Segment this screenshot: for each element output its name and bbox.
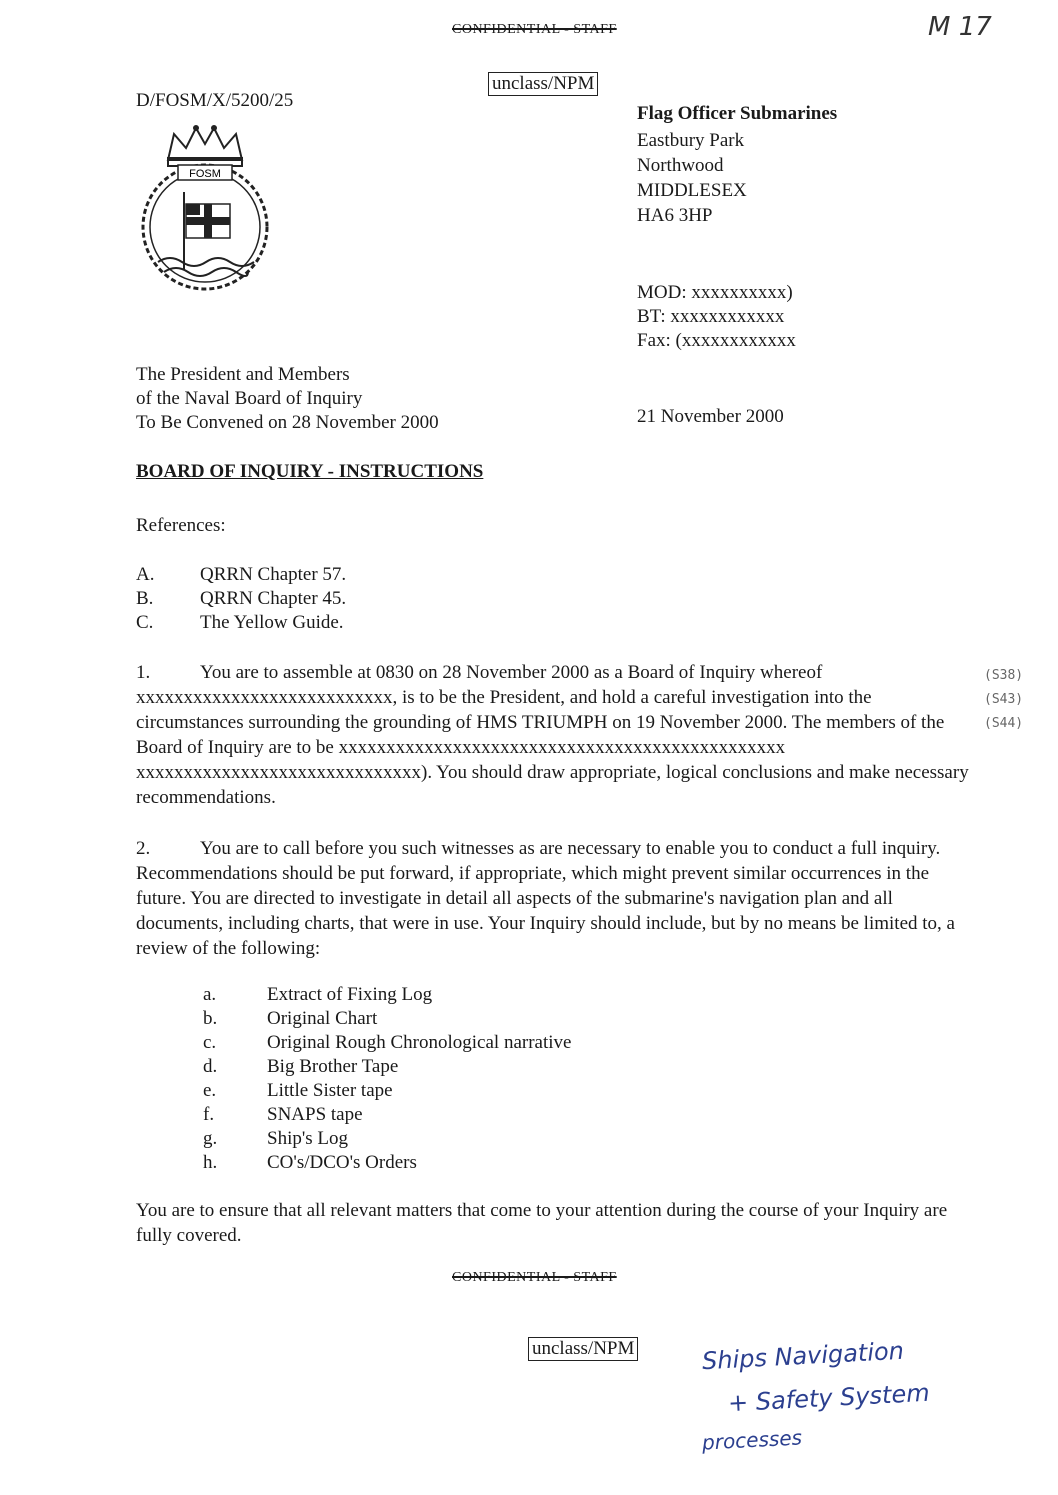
- handwritten-note-line: processes: [701, 1425, 803, 1455]
- recipient-line: of the Naval Board of Inquiry: [136, 388, 363, 409]
- subject-heading: BOARD OF INQUIRY - INSTRUCTIONS: [136, 461, 484, 482]
- recipient-line: To Be Convened on 28 November 2000: [136, 412, 439, 433]
- sender-address-line: Northwood: [637, 155, 724, 176]
- sender-address-line: HA6 3HP: [637, 205, 713, 226]
- references-heading: References:: [136, 515, 226, 536]
- sender-mod-number: MOD: xxxxxxxxxx): [637, 282, 793, 303]
- sender-fax-number: Fax: (xxxxxxxxxxxx: [637, 330, 796, 351]
- sender-title: Flag Officer Submarines: [637, 103, 838, 124]
- sender-address-line: Eastbury Park: [637, 130, 745, 151]
- handwritten-note-line: Ships Navigation: [701, 1336, 905, 1376]
- paragraph-number: 1.: [136, 662, 151, 683]
- fosm-crest-logo: [130, 122, 280, 292]
- closing-paragraph: You are to ensure that all relevant matters that come to your attention during the course of your Inquiry are fully covered.: [136, 1200, 948, 1246]
- paragraph-1: 1. You are to assemble at 0830 on 28 November 2000 as a Board of Inquiry whereof xxxxxxxxxxxxxxxxxxxxxxxxxxx, is to be the President, and hold a careful investigation into the circumstances surrounding the grounding of HMS TRIUMPH on 19 November 2000. The members of the Board of Inquiry are to be xxxxxxxxxxxxxxxxxxxxxxxxxxxxxxxxxxxxxxxxxxxxxxx xxxxxxxxxxxxxxxxxxxxxxxxxxxxxx). You should draw appropriate, logical conclusions and make necessary recommendations.: [136, 662, 969, 808]
- sender-bt-number: BT: xxxxxxxxxxxx: [637, 306, 785, 327]
- footer-classification-struck: CONFIDENTIAL - STAFF: [452, 1270, 617, 1285]
- margin-reference: (S44): [984, 716, 1024, 731]
- svg-text:FOSM: FOSM: [189, 168, 221, 180]
- file-reference: D/FOSM/X/5200/25: [136, 90, 294, 111]
- paragraph-2: 2. You are to call before you such witnesses as are necessary to enable you to conduct a full inquiry. Recommendations should be put forward, if appropriate, which might prevent similar occurrences in the future. You are directed to investigate in detail all aspects of the submarine's navigation plan and all documents, including charts, that were in use. Your Inquiry should include, but by no means be limited to, a review of the following:: [136, 838, 955, 959]
- footer-unclass-stamp: unclass/NPM: [528, 1337, 638, 1361]
- page-mark: M 17: [928, 12, 992, 42]
- handwritten-note-line: + Safety System: [727, 1378, 931, 1418]
- sender-address-line: MIDDLESEX: [637, 180, 747, 201]
- letter-date: 21 November 2000: [637, 406, 784, 427]
- margin-reference: (S43): [984, 692, 1024, 707]
- recipient-line: The President and Members: [136, 364, 350, 385]
- top-classification-struck: CONFIDENTIAL - STAFF: [452, 22, 617, 37]
- paragraph-number: 2.: [136, 838, 151, 859]
- top-unclass-stamp: unclass/NPM: [488, 72, 598, 96]
- margin-reference: (S38): [984, 668, 1024, 683]
